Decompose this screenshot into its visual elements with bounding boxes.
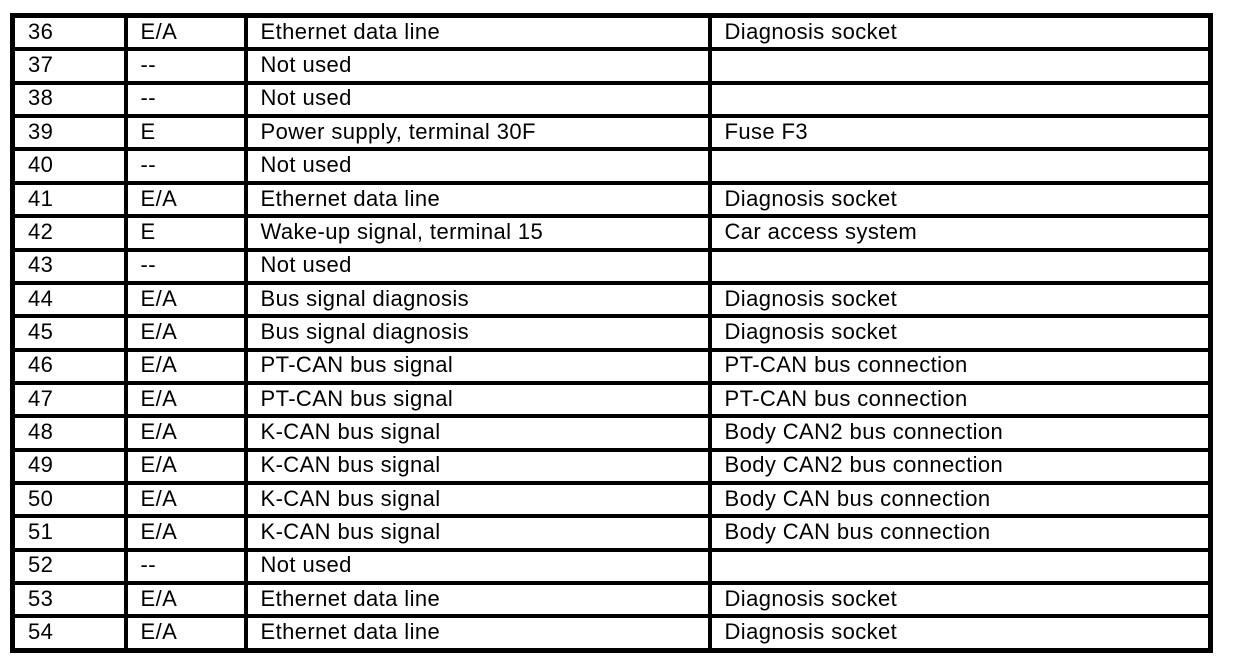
connection-cell: PT-CAN bus connection: [710, 383, 1211, 416]
description-cell: Not used: [246, 83, 710, 116]
pin-number-cell: 42: [13, 216, 126, 249]
connection-cell: PT-CAN bus connection: [710, 350, 1211, 383]
table-row: [13, 516, 1211, 549]
table-row: [13, 383, 1211, 416]
table-row: [13, 283, 1211, 316]
table-row: [13, 216, 1211, 249]
description-cell: Not used: [246, 550, 710, 583]
pin-number-cell: 36: [13, 16, 126, 50]
pin-number-cell: 39: [13, 116, 126, 149]
description-cell: Bus signal diagnosis: [246, 316, 710, 349]
signal-type-cell: E: [126, 216, 246, 249]
connection-cell: Diagnosis socket: [710, 183, 1211, 216]
connection-cell: Body CAN2 bus connection: [710, 450, 1211, 483]
signal-type-cell: --: [126, 49, 246, 82]
description-cell: Ethernet data line: [246, 16, 710, 50]
pin-number-cell: 49: [13, 450, 126, 483]
description-cell: K-CAN bus signal: [246, 416, 710, 449]
connection-cell: Diagnosis socket: [710, 616, 1211, 650]
connection-cell: Body CAN2 bus connection: [710, 416, 1211, 449]
table-row: [13, 149, 1211, 182]
signal-type-cell: E/A: [126, 516, 246, 549]
description-cell: K-CAN bus signal: [246, 450, 710, 483]
description-cell: Bus signal diagnosis: [246, 283, 710, 316]
description-cell: Not used: [246, 149, 710, 182]
signal-type-cell: --: [126, 250, 246, 283]
signal-type-cell: --: [126, 83, 246, 116]
pin-number-cell: 54: [13, 616, 126, 650]
table-row: [13, 250, 1211, 283]
table-row: [13, 49, 1211, 82]
table-row: [13, 483, 1211, 516]
pin-assignment-table: [10, 13, 1213, 653]
pin-number-cell: 44: [13, 283, 126, 316]
signal-type-cell: E/A: [126, 383, 246, 416]
pin-number-cell: 52: [13, 550, 126, 583]
connection-cell: Diagnosis socket: [710, 283, 1211, 316]
pin-number-cell: 50: [13, 483, 126, 516]
description-cell: Wake-up signal, terminal 15: [246, 216, 710, 249]
pin-number-cell: 38: [13, 83, 126, 116]
signal-type-cell: --: [126, 550, 246, 583]
pin-number-cell: 43: [13, 250, 126, 283]
connection-cell: Diagnosis socket: [710, 316, 1211, 349]
table-row: [13, 116, 1211, 149]
connection-cell: [710, 83, 1211, 116]
connection-cell: Body CAN bus connection: [710, 516, 1211, 549]
pin-number-cell: 40: [13, 149, 126, 182]
pin-number-cell: 45: [13, 316, 126, 349]
table-row: [13, 183, 1211, 216]
table-row: [13, 616, 1211, 650]
pin-number-cell: 41: [13, 183, 126, 216]
pin-table-body: [13, 16, 1211, 651]
signal-type-cell: E/A: [126, 183, 246, 216]
pin-number-cell: 46: [13, 350, 126, 383]
connection-cell: [710, 550, 1211, 583]
connection-cell: Car access system: [710, 216, 1211, 249]
description-cell: Ethernet data line: [246, 183, 710, 216]
pin-number-cell: 53: [13, 583, 126, 616]
description-cell: Power supply, terminal 30F: [246, 116, 710, 149]
description-cell: PT-CAN bus signal: [246, 383, 710, 416]
signal-type-cell: E/A: [126, 483, 246, 516]
connection-cell: [710, 49, 1211, 82]
pin-number-cell: 37: [13, 49, 126, 82]
signal-type-cell: E/A: [126, 16, 246, 50]
description-cell: Not used: [246, 49, 710, 82]
description-cell: K-CAN bus signal: [246, 483, 710, 516]
signal-type-cell: E/A: [126, 616, 246, 650]
connection-cell: Diagnosis socket: [710, 583, 1211, 616]
description-cell: PT-CAN bus signal: [246, 350, 710, 383]
description-cell: K-CAN bus signal: [246, 516, 710, 549]
description-cell: Not used: [246, 250, 710, 283]
table-row: [13, 583, 1211, 616]
table-row: [13, 316, 1211, 349]
connection-cell: Fuse F3: [710, 116, 1211, 149]
connection-cell: Body CAN bus connection: [710, 483, 1211, 516]
signal-type-cell: E/A: [126, 416, 246, 449]
description-cell: Ethernet data line: [246, 583, 710, 616]
table-row: [13, 350, 1211, 383]
pin-number-cell: 47: [13, 383, 126, 416]
table-row: [13, 16, 1211, 50]
pin-number-cell: 51: [13, 516, 126, 549]
signal-type-cell: E/A: [126, 450, 246, 483]
signal-type-cell: --: [126, 149, 246, 182]
table-row: [13, 416, 1211, 449]
signal-type-cell: E/A: [126, 350, 246, 383]
pin-number-cell: 48: [13, 416, 126, 449]
signal-type-cell: E/A: [126, 283, 246, 316]
signal-type-cell: E/A: [126, 316, 246, 349]
connection-cell: Diagnosis socket: [710, 16, 1211, 50]
signal-type-cell: E: [126, 116, 246, 149]
table-row: [13, 450, 1211, 483]
signal-type-cell: E/A: [126, 583, 246, 616]
description-cell: Ethernet data line: [246, 616, 710, 650]
connection-cell: [710, 250, 1211, 283]
table-row: [13, 83, 1211, 116]
table-row: [13, 550, 1211, 583]
connection-cell: [710, 149, 1211, 182]
